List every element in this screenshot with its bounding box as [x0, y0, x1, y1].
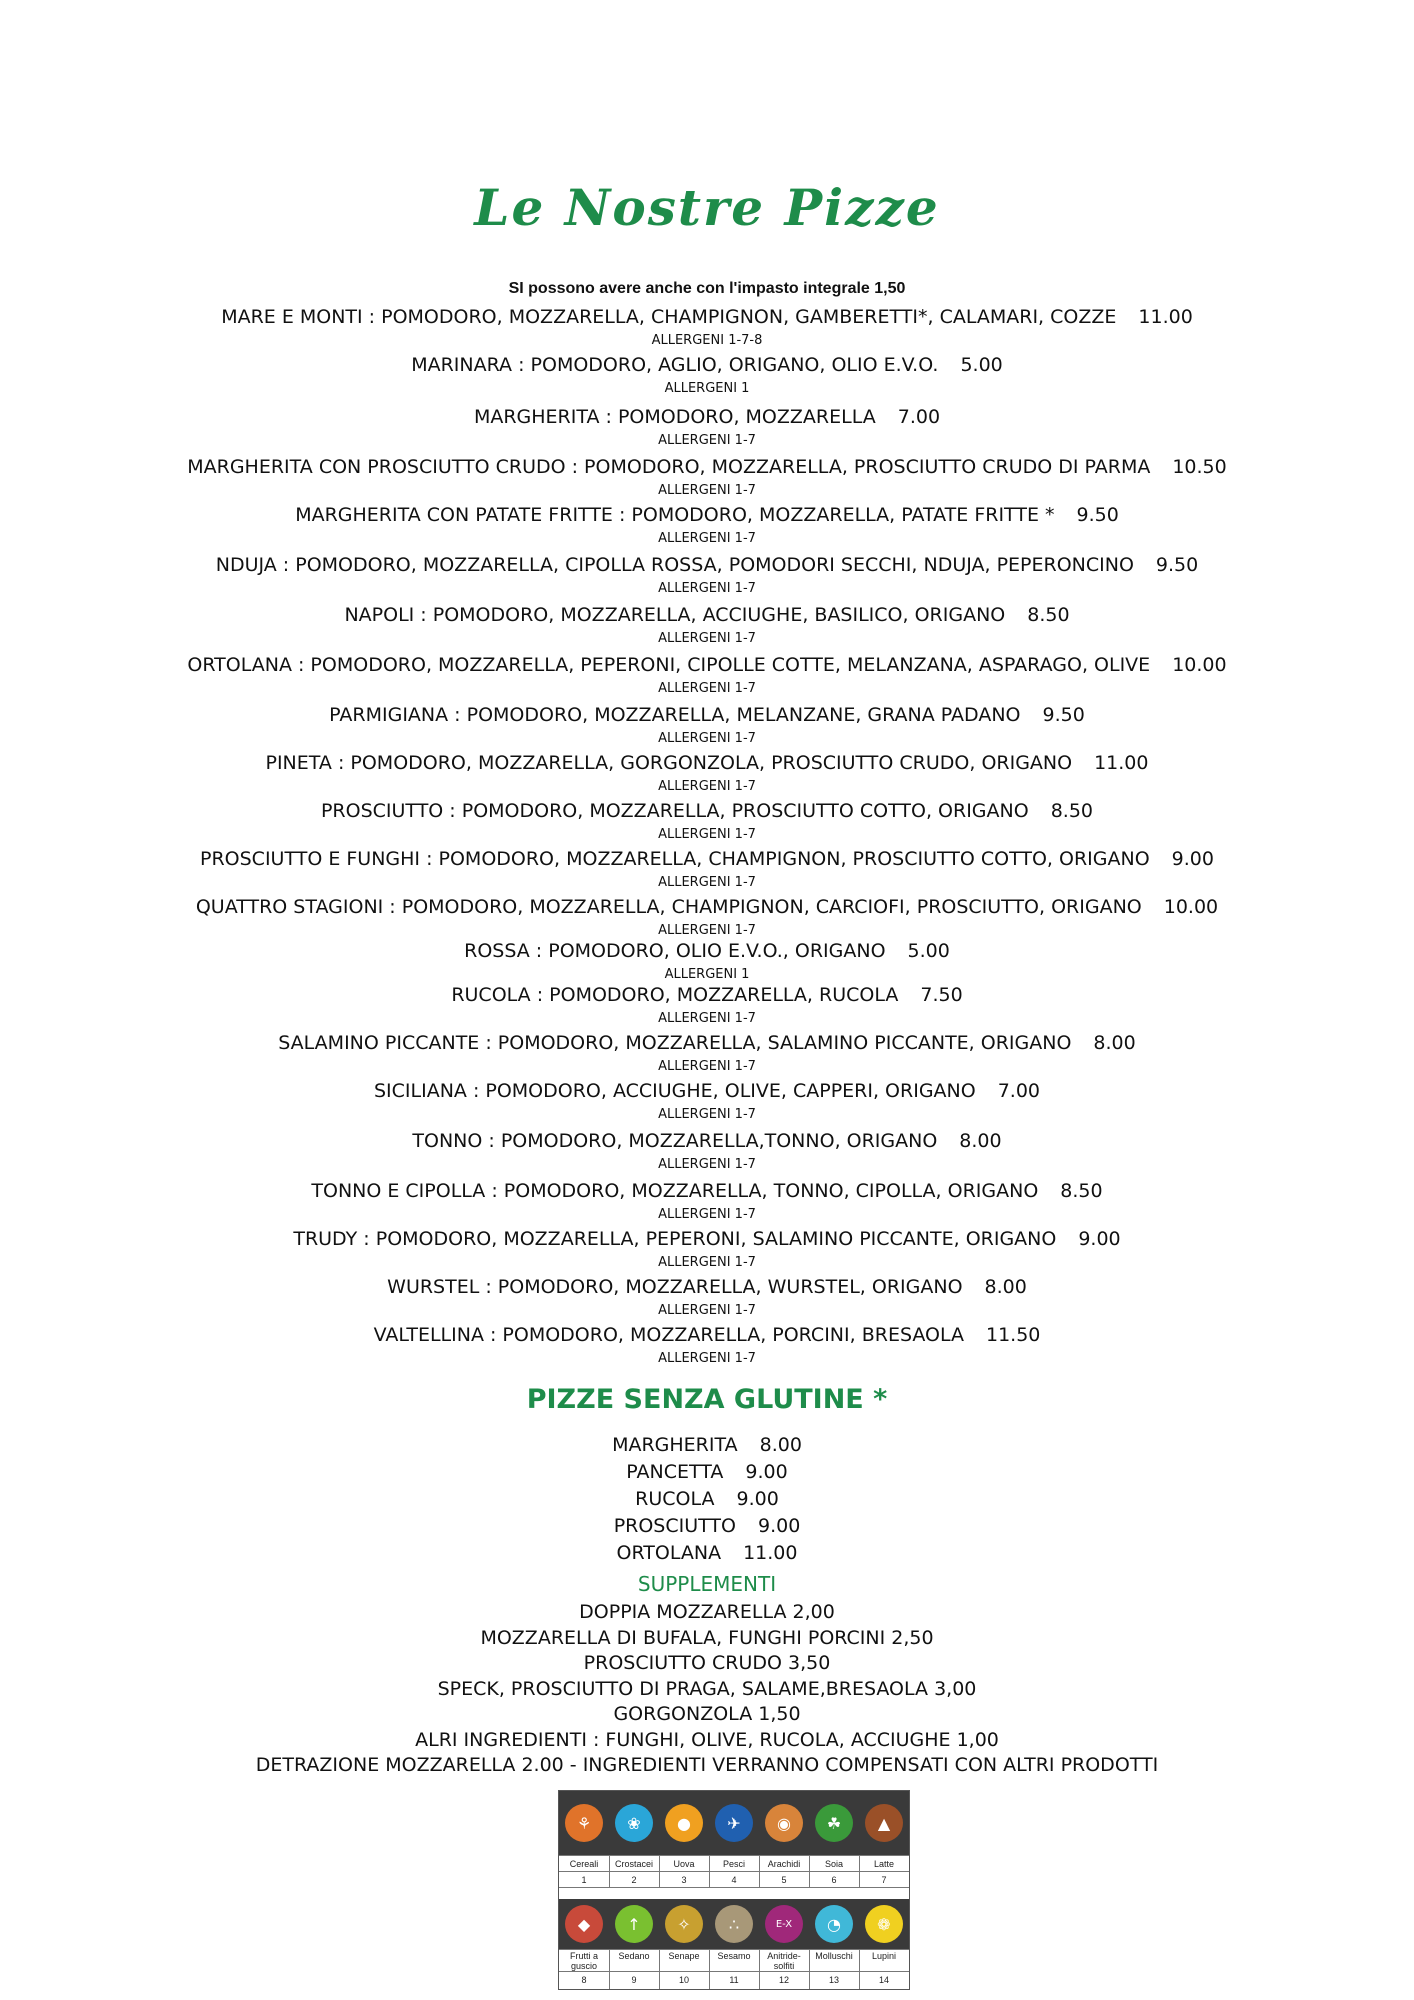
table-divider [859, 1949, 860, 1989]
allergen-label: Sedano [618, 1951, 650, 1961]
allergen-icon-row-2 [559, 1899, 909, 1949]
gluten-free-list [0, 1432, 1414, 1567]
pizza-price: 9.50 [1076, 504, 1119, 526]
supplement-item: SPECK, PROSCIUTTO DI PRAGA, SALAME,BRESAOLA 3,00 [437, 1677, 977, 1700]
pizza-allergens: ALLERGENI 1-7 [658, 827, 756, 842]
pizza-description [0, 304, 1414, 330]
allergen-number: 1 [581, 1875, 587, 1885]
pizza-allergens: ALLERGENI 1-7 [658, 1255, 756, 1270]
pizza-description [0, 602, 1414, 628]
supplement-item: MOZZARELLA DI BUFALA, FUNGHI PORCINI 2,50 [480, 1626, 934, 1649]
pizza-item [0, 894, 1414, 942]
pizza-price: 10.00 [1163, 896, 1219, 918]
page-title: Le Nostre Pizze [474, 178, 940, 237]
pizza-price: 7.00 [997, 1080, 1041, 1102]
pizza-allergens: ALLERGENI 1-7 [658, 1157, 756, 1172]
table-divider [609, 1949, 610, 1989]
pizza-allergens: ALLERGENI 1-7 [658, 1107, 756, 1122]
pizza-item [0, 602, 1414, 650]
crab-icon: ❀ [615, 1804, 653, 1842]
gluten-free-item [0, 1540, 1414, 1567]
pizza-ingredients: RUCOLA : POMODORO, MOZZARELLA, RUCOLA [451, 984, 899, 1006]
soy-icon: ☘ [815, 1804, 853, 1842]
allergen-label: Senape [668, 1951, 700, 1961]
milk-icon: ▲ [865, 1804, 903, 1842]
pizza-description [0, 1274, 1414, 1300]
pizza-item [0, 1274, 1414, 1322]
table-divider [559, 1887, 909, 1888]
supplements-title: SUPPLEMENTI [637, 1572, 777, 1596]
pizza-item [0, 404, 1414, 452]
table-divider [859, 1855, 860, 1887]
pizza-item [0, 454, 1414, 502]
pizza-item [0, 552, 1414, 600]
pizza-ingredients: MARGHERITA : POMODORO, MOZZARELLA [473, 406, 876, 428]
table-divider [709, 1855, 710, 1887]
pizza-allergens: ALLERGENI 1-7 [658, 779, 756, 794]
pizza-price: 10.50 [1172, 456, 1227, 478]
allergen-number: 11 [729, 1975, 739, 1985]
egg-icon: ● [665, 1804, 703, 1842]
pizza-description [0, 982, 1414, 1008]
table-divider [559, 1855, 909, 1856]
pizza-ingredients: QUATTRO STAGIONI : POMODORO, MOZZARELLA, CHAMPIGNON, CARCIOFI, PROSCIUTTO, ORIGANO [195, 896, 1142, 918]
allergen-label: Cereali [569, 1859, 599, 1869]
pizza-price: 8.00 [959, 1130, 1002, 1152]
pizza-description [0, 846, 1414, 872]
allergen-table [558, 1790, 910, 1990]
pizza-item [0, 938, 1414, 986]
pizza-allergens: ALLERGENI 1-7 [658, 681, 756, 696]
pizza-price: 11.00 [1138, 306, 1193, 328]
pizza-ingredients: PINETA : POMODORO, MOZZARELLA, GORGONZOLA, PROSCIUTTO CRUDO, ORIGANO [265, 752, 1073, 774]
pizza-ingredients: VALTELLINA : POMODORO, MOZZARELLA, PORCINI, BRESAOLA [373, 1324, 964, 1346]
pizza-item [0, 750, 1414, 798]
gluten-free-name: RUCOLA [635, 1488, 715, 1510]
allergen-label: Molluschi [815, 1951, 853, 1961]
lupin-icon: ❁ [865, 1905, 903, 1943]
gluten-free-item [0, 1432, 1414, 1459]
pizza-allergens: ALLERGENI 1-7-8 [651, 333, 763, 348]
pizza-description [0, 352, 1414, 378]
pizza-item [0, 702, 1414, 750]
allergen-number: 14 [878, 1975, 889, 1985]
gluten-free-name: PROSCIUTTO [613, 1515, 736, 1537]
pizza-allergens: ALLERGENI 1-7 [658, 581, 756, 596]
pizza-ingredients: PARMIGIANA : POMODORO, MOZZARELLA, MELANZANE, GRANA PADANO [329, 704, 1021, 726]
allergen-number: 10 [678, 1975, 689, 1985]
shell-icon: ◔ [815, 1905, 853, 1943]
pizza-price: 8.00 [1093, 1032, 1136, 1054]
pizza-item [0, 502, 1414, 550]
gluten-free-name: ORTOLANA [616, 1542, 722, 1564]
pizza-description [0, 750, 1414, 776]
allergen-label: Lupini [871, 1951, 897, 1961]
supplement-item: DETRAZIONE MOZZARELLA 2.00 - INGREDIENTI VERRANNO COMPENSATI CON ALTRI PRODOTTI [255, 1754, 1159, 1776]
table-divider [759, 1855, 760, 1887]
pizza-list [0, 304, 1414, 1370]
pizza-allergens: ALLERGENI 1-7 [658, 1059, 756, 1074]
pizza-ingredients: NAPOLI : POMODORO, MOZZARELLA, ACCIUGHE, BASILICO, ORIGANO [344, 604, 1006, 626]
pizza-allergens: ALLERGENI 1-7 [658, 875, 756, 890]
pizza-price: 11.50 [986, 1324, 1041, 1346]
pizza-ingredients: NDUJA : POMODORO, MOZZARELLA, CIPOLLA ROSSA, POMODORI SECCHI, NDUJA, PEPERONCINO [215, 554, 1134, 576]
pizza-item [0, 982, 1414, 1030]
allergen-number: 5 [781, 1875, 787, 1885]
allergen-icon-row-1 [559, 1791, 909, 1855]
pizza-ingredients: PROSCIUTTO E FUNGHI : POMODORO, MOZZARELLA, CHAMPIGNON, PROSCIUTTO COTTO, ORIGANO [200, 848, 1150, 870]
pizza-item [0, 798, 1414, 846]
table-divider [759, 1949, 760, 1989]
allergen-number: 12 [778, 1975, 789, 1985]
allergen-number: 6 [831, 1875, 837, 1885]
pizza-price: 10.00 [1172, 654, 1227, 676]
pizza-description [0, 1030, 1414, 1056]
pizza-price: 9.50 [1155, 554, 1199, 576]
wholegrain-note: SI possono avere anche con l'impasto integrale 1,50 [508, 280, 906, 297]
allergen-number: 3 [681, 1875, 687, 1885]
pizza-ingredients: TONNO : POMODORO, MOZZARELLA,TONNO, ORIGANO [412, 1130, 938, 1152]
pizza-price: 8.00 [984, 1276, 1027, 1298]
fish-icon: ✈ [715, 1804, 753, 1842]
pizza-ingredients: MARINARA : POMODORO, AGLIO, ORIGANO, OLIO E.V.O. [411, 354, 939, 376]
supplement-item: DOPPIA MOZZARELLA 2,00 [579, 1601, 835, 1623]
pizza-description [0, 404, 1414, 430]
pizza-description [0, 652, 1414, 678]
pizza-price: 11.00 [1094, 752, 1149, 774]
gluten-free-price: 11.00 [743, 1542, 798, 1564]
pizza-ingredients: TONNO E CIPOLLA : POMODORO, MOZZARELLA, TONNO, CIPOLLA, ORIGANO [311, 1180, 1039, 1202]
pizza-description [0, 1322, 1414, 1348]
table-divider [609, 1855, 610, 1887]
supplement-item: ALRI INGREDIENTI : FUNGHI, OLIVE, RUCOLA, ACCIUGHE 1,00 [415, 1728, 999, 1751]
pizza-item [0, 1078, 1414, 1126]
allergen-label: Sesamo [717, 1951, 751, 1961]
nut-icon: ◆ [565, 1905, 603, 1943]
gluten-free-price: 9.00 [757, 1515, 801, 1537]
allergen-label: Arachidi [767, 1859, 801, 1869]
allergen-label: Pesci [722, 1859, 745, 1869]
allergen-number: 7 [881, 1875, 887, 1885]
pizza-ingredients: SALAMINO PICCANTE : POMODORO, MOZZARELLA, SALAMINO PICCANTE, ORIGANO [278, 1032, 1072, 1054]
allergen-label: Frutti a guscio [569, 1951, 598, 1971]
allergen-label: Crostacei [614, 1859, 653, 1869]
pizza-ingredients: MARE E MONTI : POMODORO, MOZZARELLA, CHAMPIGNON, GAMBERETTI*, CALAMARI, COZZE [221, 306, 1117, 328]
pizza-description [0, 1178, 1414, 1204]
pizza-ingredients: TRUDY : POMODORO, MOZZARELLA, PEPERONI, SALAMINO PICCANTE, ORIGANO [293, 1228, 1057, 1250]
gluten-free-title: PIZZE SENZA GLUTINE * [526, 1384, 888, 1415]
pizza-item [0, 1226, 1414, 1274]
table-divider [559, 1871, 909, 1872]
table-divider [559, 1971, 909, 1972]
pizza-description [0, 702, 1414, 728]
pizza-price: 9.50 [1042, 704, 1085, 726]
pizza-description [0, 454, 1414, 480]
table-divider [659, 1949, 660, 1989]
gluten-free-item [0, 1486, 1414, 1513]
pizza-price: 7.00 [897, 406, 941, 428]
pizza-allergens: ALLERGENI 1 [664, 967, 750, 982]
table-divider [809, 1949, 810, 1989]
pizza-description [0, 1226, 1414, 1252]
allergen-label: Anitride- solfiti [767, 1951, 801, 1971]
pizza-allergens: ALLERGENI 1-7 [658, 483, 756, 498]
pizza-item [0, 1178, 1414, 1226]
pizza-ingredients: MARGHERITA CON PROSCIUTTO CRUDO : POMODORO, MOZZARELLA, PROSCIUTTO CRUDO DI PARMA [187, 456, 1151, 478]
pizza-allergens: ALLERGENI 1-7 [658, 433, 756, 448]
pizza-allergens: ALLERGENI 1-7 [658, 531, 756, 546]
allergen-number: 8 [581, 1975, 587, 1985]
allergen-number: 9 [631, 1975, 637, 1985]
supplements-list [0, 1600, 1414, 1779]
table-divider [809, 1855, 810, 1887]
mustard-icon: ✧ [665, 1905, 703, 1943]
pizza-ingredients: ROSSA : POMODORO, OLIO E.V.O., ORIGANO [464, 940, 886, 962]
pizza-item [0, 652, 1414, 700]
gluten-free-name: MARGHERITA [612, 1434, 738, 1456]
pizza-allergens: ALLERGENI 1-7 [658, 1351, 756, 1366]
pizza-item [0, 1322, 1414, 1370]
allergen-label: Soia [824, 1859, 843, 1869]
pizza-allergens: ALLERGENI 1-7 [658, 1207, 756, 1222]
pizza-item [0, 304, 1414, 352]
pizza-item [0, 352, 1414, 400]
pizza-ingredients: PROSCIUTTO : POMODORO, MOZZARELLA, PROSCIUTTO COTTO, ORIGANO [320, 800, 1029, 822]
pizza-price: 5.00 [907, 940, 950, 962]
pizza-item [0, 1128, 1414, 1176]
gluten-free-price: 9.00 [736, 1488, 779, 1510]
gluten-free-item [0, 1513, 1414, 1540]
pizza-price: 8.50 [1060, 1180, 1103, 1202]
pizza-description [0, 798, 1414, 824]
pizza-item [0, 846, 1414, 894]
peanut-icon: ◉ [765, 1804, 803, 1842]
table-divider [559, 1949, 909, 1950]
pizza-price: 9.00 [1078, 1228, 1121, 1250]
pizza-description [0, 1078, 1414, 1104]
gluten-free-price: 9.00 [745, 1461, 788, 1483]
wheat-icon: ⚘ [565, 1804, 603, 1842]
pizza-description [0, 938, 1414, 964]
pizza-description [0, 894, 1414, 920]
pizza-description [0, 502, 1414, 528]
pizza-ingredients: ORTOLANA : POMODORO, MOZZARELLA, PEPERONI, CIPOLLE COTTE, MELANZANA, ASPARAGO, OLIVE [187, 654, 1151, 676]
pizza-price: 8.50 [1027, 604, 1070, 626]
table-divider [709, 1949, 710, 1989]
allergen-label: Uova [673, 1859, 695, 1869]
pizza-price: 7.50 [920, 984, 963, 1006]
allergen-number: 4 [731, 1875, 737, 1885]
gluten-free-name: PANCETTA [626, 1461, 724, 1483]
pizza-allergens: ALLERGENI 1 [664, 381, 750, 396]
pizza-price: 8.50 [1050, 800, 1094, 822]
supplement-item: GORGONZOLA 1,50 [613, 1703, 801, 1725]
gluten-free-item [0, 1459, 1414, 1486]
pizza-item [0, 1030, 1414, 1078]
pizza-ingredients: MARGHERITA CON PATATE FRITTE : POMODORO, MOZZARELLA, PATATE FRITTE * [295, 504, 1055, 526]
allergen-number: 2 [631, 1875, 637, 1885]
supplement-item: PROSCIUTTO CRUDO 3,50 [583, 1652, 831, 1674]
pizza-allergens: ALLERGENI 1-7 [658, 1303, 756, 1318]
pizza-description [0, 552, 1414, 578]
allergen-label: Latte [873, 1859, 895, 1869]
table-divider [659, 1855, 660, 1887]
pizza-price: 5.00 [960, 354, 1003, 376]
pizza-allergens: ALLERGENI 1-7 [658, 1011, 756, 1026]
pizza-ingredients: WURSTEL : POMODORO, MOZZARELLA, WURSTEL, ORIGANO [387, 1276, 963, 1298]
pizza-price: 9.00 [1171, 848, 1214, 870]
gluten-free-price: 8.00 [759, 1434, 802, 1456]
allergen-number: 13 [828, 1975, 839, 1985]
sesame-icon: ∴ [715, 1905, 753, 1943]
pizza-description [0, 1128, 1414, 1154]
pizza-allergens: ALLERGENI 1-7 [658, 731, 756, 746]
sulphite-icon: E-X [765, 1905, 803, 1943]
pizza-allergens: ALLERGENI 1-7 [658, 923, 756, 938]
celery-icon: ↑ [615, 1905, 653, 1943]
pizza-allergens: ALLERGENI 1-7 [658, 631, 756, 646]
pizza-ingredients: SICILIANA : POMODORO, ACCIUGHE, OLIVE, CAPPERI, ORIGANO [373, 1080, 976, 1102]
